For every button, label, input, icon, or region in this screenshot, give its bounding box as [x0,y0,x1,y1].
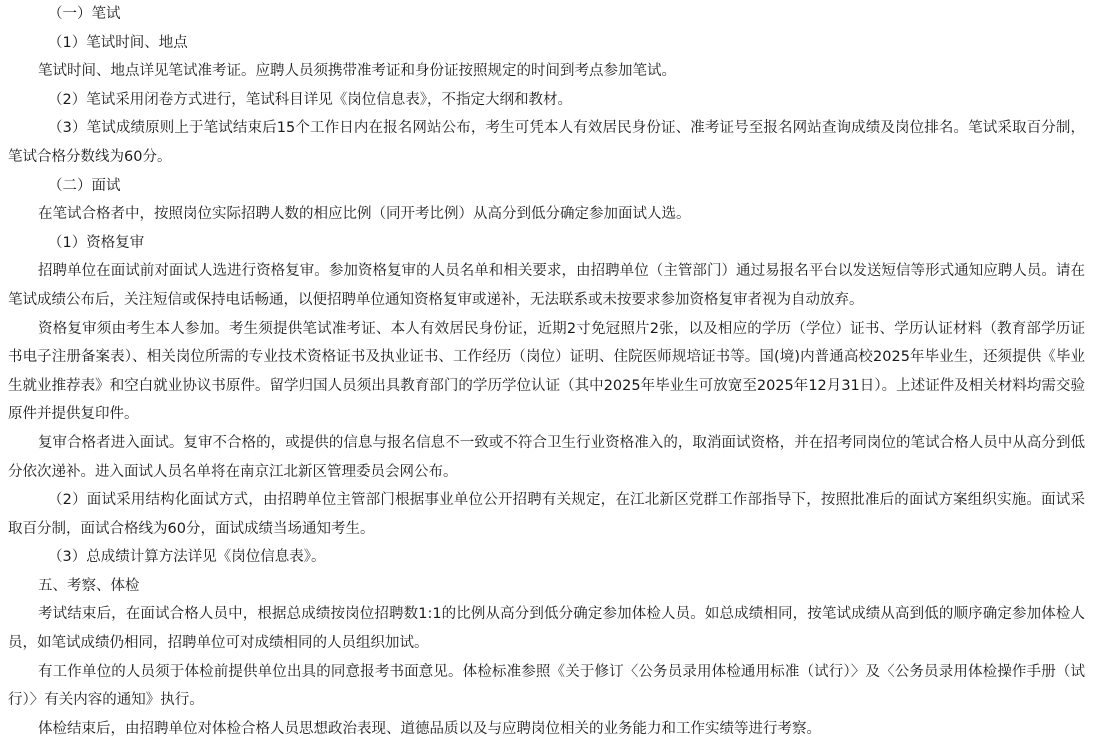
subheading-exam-time-place: （1）笔试时间、地点 [48,34,188,51]
paragraph-review-outcome: 复审合格者进入面试。复审不合格的，或提供的信息与报名信息不一致或不符合卫生行业资格准入的，取消面试资格，并在招考同岗位的笔试合格人员中从高分到低分依次递补。进入面试人员名单将在南京江北新区管理委员会网公布。 [8,434,1085,480]
paragraph-closed-book: （2）笔试采用闭卷方式进行，笔试科目详见《岗位信息表》，不指定大纲和教材。 [48,91,572,108]
paragraph-review-documents: 资格复审须由考生本人参加。考生须提供笔试准考证、本人有效居民身份证，近期2寸免冠照片2张，以及相应的学历（学位）证书、学历认证材料（教育部学历证书电子注册备案表）、相关岗位所需的专业技术资格证书及执业证书、工作经历（岗位）证明、住院医师规培证书等。国(境)内普通高校2025年毕业生，还须提供《毕业生就业推荐表》和空白就业协议书原件。留学归国人员须出具教育部门的学历学位认证（其中2025年毕业生可放宽至2025年12月31日）。上述证件及相关材料均需交验原件并提供复印件。 [8,320,1085,423]
section-heading-inspection-exam: 五、考察、体检 [38,577,140,594]
paragraph-total-score: （3）总成绩计算方法详见《岗位信息表》。 [48,549,326,566]
paragraph-physical-selection: 考试结束后，在面试合格人员中，根据总成绩按岗位招聘数1:1的比例从高分到低分确定参加体检人员。如总成绩相同，按笔试成绩从高到低的顺序确定参加体检人员，如笔试成绩仍相同，招聘单位可对成绩相同的人员组织加试。 [8,606,1085,652]
paragraph-exam-results: （3）笔试成绩原则上于笔试结束后15个工作日内在报名网站公布，考生可凭本人有效居民身份证、准考证号至报名网站查询成绩及岗位排名。笔试采取百分制，笔试合格分数线为60分。 [8,120,1085,165]
paragraph-employer-consent: 有工作单位的人员须于体检前提供单位出具的同意报考书面意见。体检标准参照《关于修订〈公务员录用体检通用标准（试行）〉及〈公务员录用体检操作手册（试行）〉有关内容的通知》执行。 [8,663,1085,709]
paragraph-review-notice: 招聘单位在面试前对面试人选进行资格复审。参加资格复审的人员名单和相关要求，由招聘单位（主管部门）通过易报名平台以发送短信等形式通知应聘人员。请在笔试成绩公布后，关注短信或保持电话畅通，以便招聘单位通知资格复审或递补，无法联系或未按要求参加资格复审者视为自动放弃。 [8,263,1085,308]
paragraph-interview-selection: 在笔试合格者中，按照岗位实际招聘人数的相应比例（同开考比例）从高分到低分确定参加面试人选。 [38,206,691,223]
paragraph-structured-interview: （2）面试采用结构化面试方式，由招聘单位主管部门根据事业单位公开招聘有关规定，在江北新区党群工作部指导下，按照批准后的面试方案组织实施。面试采取百分制，面试合格线为60分，面试成绩当场通知考生。 [8,492,1085,537]
subheading-qualification-review: （1）资格复审 [48,234,145,251]
section-heading-interview: （二）面试 [48,177,121,194]
paragraph-inspection: 体检结束后，由招聘单位对体检合格人员思想政治表现、道德品质以及与应聘岗位相关的业务能力和工作实绩等进行考察。 [38,720,821,737]
section-heading-written-exam: （一）笔试 [48,6,121,22]
paragraph-exam-time-place: 笔试时间、地点详见笔试准考证。应聘人员须携带准考证和身份证按照规定的时间到考点参加笔试。 [38,63,676,80]
